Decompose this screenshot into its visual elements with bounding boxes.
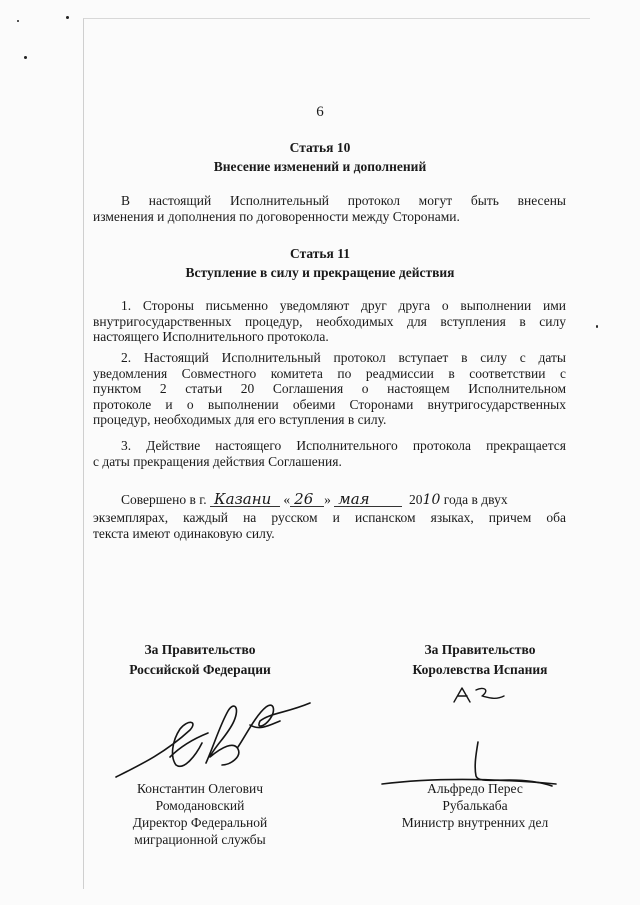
text-line: 3. Действие настоящего Исполнительного протокола прекращается (121, 438, 566, 453)
page-number: 6 (316, 104, 324, 120)
right-signatory-header (350, 640, 610, 680)
scan-speck (17, 20, 19, 22)
scan-speck (66, 16, 69, 19)
handwritten-year: 10 (422, 492, 441, 508)
year-printed: 20 (409, 492, 423, 507)
left-signatory-details (70, 780, 330, 848)
text-line: процедур, необходимых для его вступления в силу. (93, 412, 387, 428)
text-line: текста имеют одинаковую силу. (93, 525, 275, 541)
scan-speck (596, 325, 598, 328)
text-line: с даты прекращения действия Соглашения. (93, 453, 342, 469)
header-line: За Правительство (144, 642, 256, 657)
handwritten-city: Казани (210, 492, 280, 507)
text-line: внутригосударственных процедур, необходимых для вступления в силу (93, 313, 566, 329)
text-line: 2. Настоящий Исполнительный протокол вступает в силу с даты (121, 350, 566, 365)
done-at-paragraph (93, 490, 566, 509)
right-signatory-details (345, 780, 605, 831)
signatory-position: миграционной службы (134, 832, 266, 847)
handwritten-day: 26 (290, 492, 324, 507)
day-open-quote: « (283, 492, 291, 507)
done-at-prefix: Совершено в г. (121, 492, 207, 507)
signatory-position: Директор Федеральной (132, 815, 268, 830)
text-line: уведомления Совместного комитета по реадмиссии в соответствии с (93, 365, 566, 381)
text-line: протоколе и о выполнении обеими Сторонами внутригосударственных (93, 396, 566, 412)
scan-speck (24, 56, 27, 59)
left-signatory-header (70, 640, 330, 680)
signatory-name: Константин Олегович (136, 781, 264, 796)
done-at-line (93, 490, 566, 509)
header-line: Королевства Испания (412, 662, 548, 677)
article-11-subtitle: Вступление в силу и прекращение действия (185, 265, 455, 280)
text-line: экземплярах, каждый на русском и испанском языках, причем оба (93, 510, 566, 525)
text-line: пунктом 2 статьи 20 Соглашения о настоящем Исполнительном (93, 381, 566, 397)
right-initials (450, 684, 510, 706)
text-line: В настоящий Исполнительный протокол могут быть внесены (121, 193, 566, 208)
done-at-paragraph-cont (93, 510, 566, 541)
article-10-title: Статья 10 (289, 140, 351, 155)
article-11-clause-3 (93, 438, 566, 469)
day-close-quote: » (324, 492, 331, 507)
article-10-paragraph (93, 193, 566, 224)
text-line: изменения и дополнения по договоренности между Сторонами. (93, 208, 460, 224)
done-at-suffix: года в двух (443, 492, 508, 507)
text-line: 1. Стороны письменно уведомляют друг друга о выполнении ими (121, 298, 566, 313)
signatory-name: Ромодановский (155, 798, 245, 813)
article-11-clause-2 (93, 350, 566, 428)
signatory-name: Рубалькаба (442, 798, 508, 813)
article-11-clause-1 (93, 298, 566, 345)
article-11-title: Статья 11 (290, 246, 350, 261)
handwritten-month: мая (334, 492, 402, 507)
header-line: Российской Федерации (129, 662, 271, 677)
text-line: настоящего Исполнительного протокола. (93, 329, 329, 345)
left-signature (110, 685, 320, 795)
header-line: За Правительство (424, 642, 536, 657)
article-10-subtitle: Внесение изменений и дополнений (213, 159, 427, 174)
signatory-position: Министр внутренних дел (401, 815, 549, 830)
signatory-name: Альфредо Перес (427, 781, 523, 796)
